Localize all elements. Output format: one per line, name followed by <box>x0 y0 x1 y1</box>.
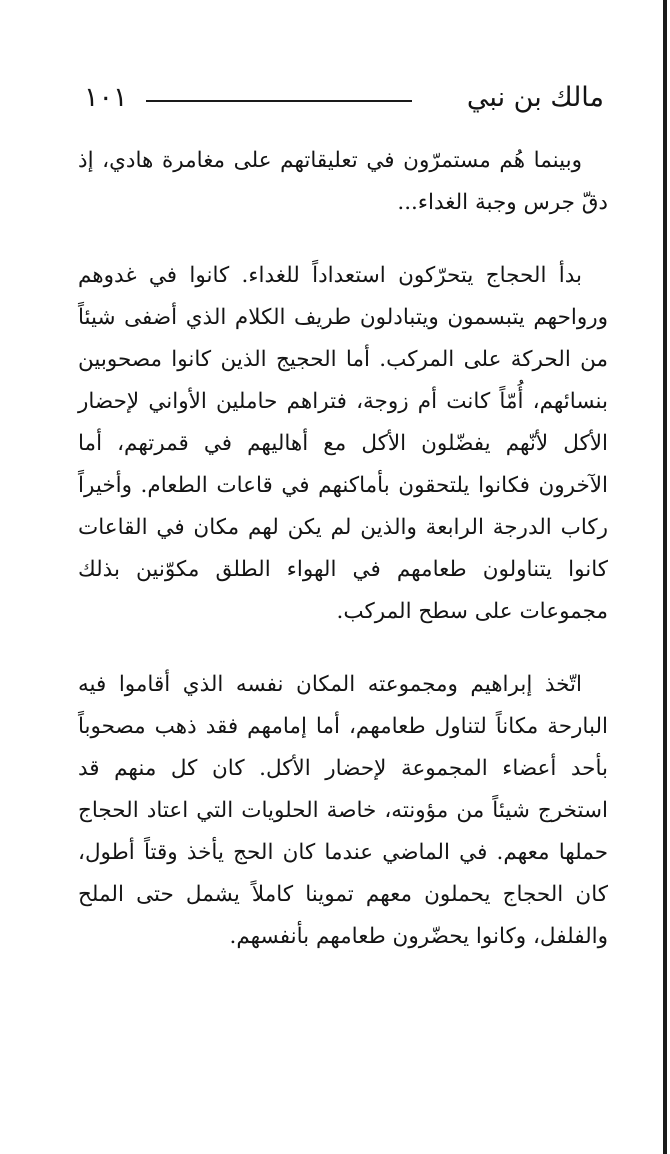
running-title: مالك بن نبي <box>466 82 604 113</box>
paragraph-3: اتّخذ إبراهيم ومجموعته المكان نفسه الذي أقاموا فيه البارحة مكاناً لتناول طعامهم، أما إمامهم فقد ذهب مصحوباً بأحد أعضاء المجموعة لإحضار الأكل. كان كل منهم قد استخرج شيئاً من مؤونته، خاصة الحلويات التي اعتاد الحجاج حملها معهم. في الماضي عندما كان الحج يأخذ وقتاً أطول، كان الحجاج يحملون معهم تموينا كاملاً يشمل حتى الملح والفلفل، وكانوا يحضّرون طعامهم بأنفسهم. <box>78 672 608 949</box>
paragraph-1: وبينما هُم مستمرّون في تعليقاتهم على مغامرة هادي، إذ دقّ جرس وجبة الغداء... <box>78 148 608 215</box>
page-header <box>84 78 604 122</box>
page-binding-edge <box>663 0 667 1154</box>
paragraph-2: بدأ الحجاج يتحرّكون استعداداً للغداء. كانوا في غدوهم ورواحهم يتبسمون ويتبادلون طريف الكلام الذي أضفى شيئاً من الحركة على المركب. أما الحجيج الذين كانوا مصحوبين بنسائهم، أُمّاً كانت أم زوجة، فتراهم حاملين الأواني لإحضار الأكل لأنّهم يفضّلون الأكل مع أهاليهم في قمرتهم، أما الآخرون فكانوا يلتحقون بأماكنهم في قاعات الطعام. وأخيراً ركاب الدرجة الرابعة والذين لم يكن لهم مكان في القاعات كانوا يتناولون طعامهم في الهواء الطلق مكوّنين بذلك مجموعات على سطح المركب. <box>78 263 608 624</box>
page-number: ١٠١ <box>84 82 128 113</box>
header-rule <box>146 100 412 102</box>
body-text <box>78 140 608 989</box>
